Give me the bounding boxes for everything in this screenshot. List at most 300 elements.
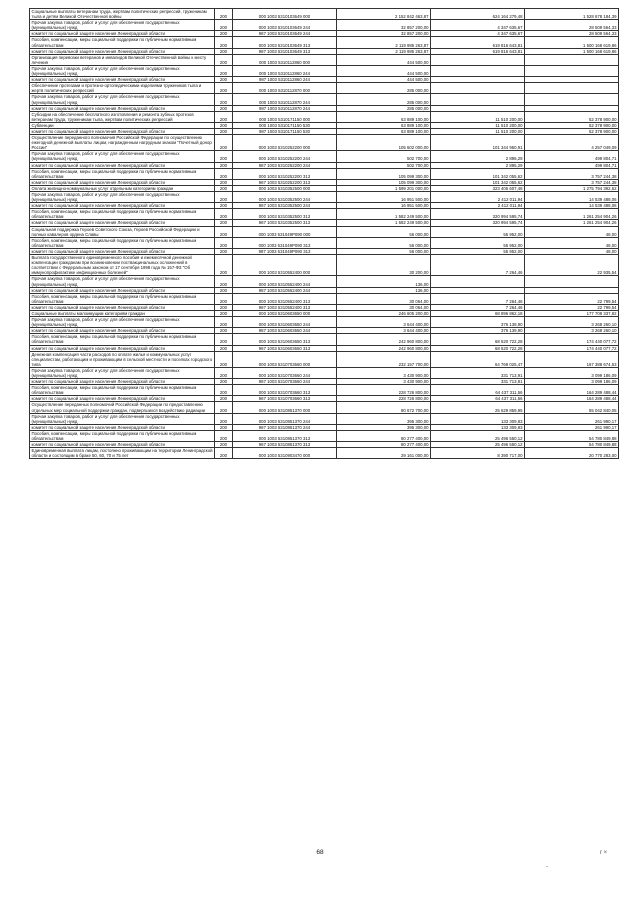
- row-budget-code: 000 1003 5310103649 313: [233, 37, 337, 48]
- row-approved-amount: 444 500,00: [337, 65, 431, 76]
- row-line-code: 200: [215, 94, 233, 105]
- row-name: комитет по социальной защите населения Ленинградской области: [30, 442, 215, 448]
- row-unexecuted-amount: 3 757 244,38: [525, 168, 619, 179]
- row-line-code: 200: [215, 424, 233, 430]
- row-executed-amount: 619 816 643,81: [431, 37, 525, 48]
- row-executed-amount: 64 437 311,56: [431, 396, 525, 402]
- row-name: комитет по социальной защите населения Ленинградской области: [30, 248, 215, 254]
- row-unexecuted-amount: 3 268 260,10: [525, 317, 619, 328]
- row-unexecuted-amount: 3 099 186,09: [525, 367, 619, 378]
- row-line-code: 200: [215, 402, 233, 413]
- row-budget-code: 000 1003 5310252200 313: [233, 168, 337, 179]
- row-name: комитет по социальной защите населения Ленинградской области: [30, 379, 215, 385]
- row-unexecuted-amount: 3 099 186,09: [525, 379, 619, 385]
- row-approved-amount: 63 889 100,00: [337, 122, 431, 128]
- row-name: Осуществление переданных полномочий Российской Федерации по предоставлению отдельных мер социальной поддержки граждан, подвергшихся воздействию радиации: [30, 402, 215, 413]
- row-name: комитет по социальной защите населения Ленинградской области: [30, 48, 215, 54]
- row-approved-amount: 105 099 300,00: [337, 168, 431, 179]
- row-budget-code: 987 1003 5310603650 244: [233, 328, 337, 334]
- row-unexecuted-amount: 261 990,17: [525, 413, 619, 424]
- row-approved-amount: 2 152 842 463,87: [337, 9, 431, 20]
- row-unexecuted-amount: 1 528 678 184,39: [525, 9, 619, 20]
- row-executed-amount: 376 139,90: [431, 317, 525, 328]
- row-executed-amount: [431, 83, 525, 94]
- row-approved-amount: 228 726 800,00: [337, 385, 431, 396]
- row-executed-amount: 68 520 722,28: [431, 334, 525, 345]
- row-unexecuted-amount: 48,00: [525, 226, 619, 237]
- row-approved-amount: 136,00: [337, 287, 431, 293]
- row-name: Оплата жилищно-коммунальных услуг отдельным категориям граждан: [30, 185, 215, 191]
- row-approved-amount: 29 161 000,00: [337, 448, 431, 459]
- row-line-code: 200: [215, 128, 233, 134]
- row-budget-code: 000 1003 5310352500 244: [233, 192, 337, 203]
- row-budget-code: 000 1003 5310851370 313: [233, 430, 337, 441]
- row-budget-code: 000 1003 5310252200 000: [233, 135, 337, 151]
- row-unexecuted-amount: 4 257 049,09: [525, 135, 619, 151]
- row-name: Прочая закупка товаров, работ и услуг для обеспечения государственных (муниципальных) нужд: [30, 20, 215, 31]
- row-budget-code: 000 1003 5310112870 000: [233, 83, 337, 94]
- row-unexecuted-amount: 54 780 849,88: [525, 442, 619, 448]
- row-budget-code: 000 1003 5310851370 244: [233, 413, 337, 424]
- row-unexecuted-amount: [525, 54, 619, 65]
- row-name: Денежная компенсация части расходов по оплате жилья и коммунальных услуг специалистам, работающим и проживающим в сельской местности и поселках городского типа: [30, 351, 215, 367]
- row-executed-amount: 624 164 279,48: [431, 9, 525, 20]
- table-row: [30, 9, 619, 20]
- row-budget-code: 000 1003 531049Р090 000: [233, 226, 337, 237]
- row-unexecuted-amount: 164 289 488,44: [525, 385, 619, 396]
- row-approved-amount: 232 157 700,00: [337, 351, 431, 367]
- row-approved-amount: 16 951 500,00: [337, 192, 431, 203]
- row-name: Пособия, компенсации, меры социальной поддержки по публичным нормативным обязательствам: [30, 334, 215, 345]
- row-line-code: 200: [215, 209, 233, 220]
- table-row: [30, 94, 619, 105]
- row-name: Прочая закупка товаров, работ и услуг для обеспечения государственных (муниципальных) нужд: [30, 413, 215, 424]
- row-name: Пособия, компенсации, меры социальной поддержки по публичным нормативным обязательствам: [30, 168, 215, 179]
- row-unexecuted-amount: 1 500 168 619,86: [525, 48, 619, 54]
- row-unexecuted-amount: 52 378 900,00: [525, 122, 619, 128]
- table-row: [30, 83, 619, 94]
- table-row: [30, 385, 619, 396]
- table-row: [30, 135, 619, 151]
- row-line-code: 200: [215, 179, 233, 185]
- row-line-code: 200: [215, 65, 233, 76]
- row-name: комитет по социальной защите населения Ленинградской области: [30, 287, 215, 293]
- row-executed-amount: [431, 65, 525, 76]
- row-executed-amount: 2 412 011,94: [431, 192, 525, 203]
- row-name: комитет по социальной защите населения Ленинградской области: [30, 304, 215, 310]
- row-unexecuted-amount: 48,00: [525, 248, 619, 254]
- row-executed-amount: 7 264,46: [431, 293, 525, 304]
- row-executed-amount: 64 769 025,47: [431, 351, 525, 367]
- row-budget-code: 000 1003 5310112860 244: [233, 65, 337, 76]
- row-name: Субсидии на обеспечение бесплатного изготовления и ремонта зубных протезов ветеранам труда, труженикам тыла, жертвам политических репрессий: [30, 111, 215, 122]
- row-executed-amount: 133 309,83: [431, 424, 525, 430]
- row-executed-amount: 2 412 011,94: [431, 203, 525, 209]
- row-approved-amount: 285 000,00: [337, 94, 431, 105]
- row-budget-code: 987 1003 5310603650 313: [233, 345, 337, 351]
- row-unexecuted-amount: 22 799,54: [525, 304, 619, 310]
- row-approved-amount: 1 599 201 000,00: [337, 185, 431, 191]
- row-unexecuted-amount: 1 275 794 392,52: [525, 185, 619, 191]
- row-approved-amount: 105 099 300,00: [337, 179, 431, 185]
- row-unexecuted-amount: 28 509 564,33: [525, 20, 619, 31]
- row-line-code: 200: [215, 255, 233, 276]
- table-row: [30, 54, 619, 65]
- row-unexecuted-amount: 499 804,71: [525, 151, 619, 162]
- row-approved-amount: 30 200,00: [337, 255, 431, 276]
- row-name: Пособия, компенсации, меры социальной поддержки по публичным нормативным обязательствам: [30, 209, 215, 220]
- table-row: [30, 255, 619, 276]
- row-executed-amount: 7 264,46: [431, 304, 525, 310]
- row-approved-amount: 16 951 500,00: [337, 203, 431, 209]
- row-executed-amount: 25 629 859,95: [431, 402, 525, 413]
- row-unexecuted-amount: 52 378 900,00: [525, 111, 619, 122]
- row-unexecuted-amount: 174 440 077,72: [525, 345, 619, 351]
- row-name: комитет по социальной защите населения Ленинградской области: [30, 424, 215, 430]
- table-row: [30, 237, 619, 248]
- row-approved-amount: 3 644 400,00: [337, 328, 431, 334]
- row-name: Социальные выплаты малоимущим категориям граждан: [30, 310, 215, 316]
- row-budget-code: 987 1003 5310352500 244: [233, 203, 337, 209]
- row-budget-code: 000 1003 5310352500 313: [233, 209, 337, 220]
- row-name: Пособия, компенсации, меры социальной поддержки по публичным нормативным обязательствам: [30, 430, 215, 441]
- row-line-code: 200: [215, 328, 233, 334]
- row-line-code: 200: [215, 122, 233, 128]
- row-approved-amount: 80 277 400,00: [337, 442, 431, 448]
- row-approved-amount: 2 119 985 263,87: [337, 37, 431, 48]
- row-unexecuted-amount: 261 990,17: [525, 424, 619, 430]
- row-unexecuted-amount: 1 261 254 904,26: [525, 209, 619, 220]
- row-budget-code: 987 1003 5310112870 244: [233, 105, 337, 111]
- table-row: [30, 209, 619, 220]
- table-row: [30, 367, 619, 378]
- row-executed-amount: 4 347 635,67: [431, 20, 525, 31]
- row-executed-amount: 7 264,46: [431, 255, 525, 276]
- row-budget-code: 000 1003 5310171150 000: [233, 111, 337, 122]
- row-line-code: 200: [215, 105, 233, 111]
- table-row: [30, 151, 619, 162]
- row-executed-amount: [431, 276, 525, 287]
- row-name: Прочая закупка товаров, работ и услуг для обеспечения государственных (муниципальных) нужд: [30, 94, 215, 105]
- row-name: комитет по социальной защите населения Ленинградской области: [30, 77, 215, 83]
- row-line-code: 200: [215, 168, 233, 179]
- table-row: [30, 168, 619, 179]
- row-budget-code: 987 1003 5310552400 313: [233, 304, 337, 310]
- table-body: [30, 9, 619, 459]
- row-unexecuted-amount: 22 799,54: [525, 293, 619, 304]
- row-unexecuted-amount: 164 289 488,44: [525, 396, 619, 402]
- row-line-code: 200: [215, 413, 233, 424]
- row-unexecuted-amount: 167 388 674,53: [525, 351, 619, 367]
- row-executed-amount: 101 344 950,91: [431, 135, 525, 151]
- row-budget-code: 987 1003 5310851370 313: [233, 442, 337, 448]
- row-name: Прочая закупка товаров, работ и услуг для обеспечения государственных (муниципальных) нужд: [30, 276, 215, 287]
- row-approved-amount: 136,00: [337, 276, 431, 287]
- row-line-code: 200: [215, 185, 233, 191]
- row-executed-amount: 55 952,00: [431, 226, 525, 237]
- row-name: Пособия, компенсации, меры социальной поддержки по публичным нормативным обязательствам: [30, 293, 215, 304]
- row-budget-code: 000 1003 5310112860 000: [233, 54, 337, 65]
- row-executed-amount: 376 139,90: [431, 328, 525, 334]
- row-budget-code: 000 1003 5310552400 244: [233, 276, 337, 287]
- row-approved-amount: 2 119 985 263,87: [337, 48, 431, 54]
- table-row: [30, 402, 619, 413]
- row-approved-amount: 285 000,00: [337, 105, 431, 111]
- row-approved-amount: 63 889 100,00: [337, 111, 431, 122]
- row-budget-code: 000 1003 5310552400 000: [233, 255, 337, 276]
- row-unexecuted-amount: 499 804,71: [525, 162, 619, 168]
- table-row: [30, 111, 619, 122]
- row-executed-amount: 64 437 311,56: [431, 385, 525, 396]
- row-approved-amount: 56 000,00: [337, 226, 431, 237]
- row-line-code: 200: [215, 293, 233, 304]
- page-number: 68: [316, 849, 324, 856]
- row-unexecuted-amount: [525, 83, 619, 94]
- row-budget-code: 000 1003 5310703660 313: [233, 385, 337, 396]
- row-name: Прочая закупка товаров, работ и услуг для обеспечения государственных (муниципальных) нужд: [30, 151, 215, 162]
- row-budget-code: 987 1003 5310352500 313: [233, 220, 337, 226]
- row-line-code: 200: [215, 345, 233, 351]
- row-budget-code: 000 1003 5310252200 244: [233, 151, 337, 162]
- row-executed-amount: 619 816 643,81: [431, 48, 525, 54]
- row-name: комитет по социальной защите населения Ленинградской области: [30, 128, 215, 134]
- row-name: комитет по социальной защите населения Ленинградской области: [30, 220, 215, 226]
- row-unexecuted-amount: 52 378 900,00: [525, 128, 619, 134]
- row-approved-amount: 105 602 000,00: [337, 135, 431, 151]
- row-unexecuted-amount: 22 935,54: [525, 255, 619, 276]
- row-name: комитет по социальной защите населения Ленинградской области: [30, 203, 215, 209]
- table-row: [30, 430, 619, 441]
- row-approved-amount: 63 889 100,00: [337, 128, 431, 134]
- row-budget-code: 987 1003 5310851370 244: [233, 424, 337, 430]
- row-budget-code: 987 1003 5310252200 313: [233, 179, 337, 185]
- row-executed-amount: 323 406 607,48: [431, 185, 525, 191]
- row-name: Прочая закупка товаров, работ и услуг для обеспечения государственных (муниципальных) нужд: [30, 367, 215, 378]
- row-approved-amount: 80 672 700,00: [337, 402, 431, 413]
- row-budget-code: 000 1003 5310352500 000: [233, 185, 337, 191]
- row-line-code: 200: [215, 248, 233, 254]
- row-line-code: 200: [215, 111, 233, 122]
- row-line-code: 200: [215, 48, 233, 54]
- handwritten-mark: r ×: [600, 850, 608, 856]
- row-name: Осуществление переданного полномочия Российской Федерации по осуществлению ежегодной денежной выплаты лицам, награжденным нагрудным знаком "Почетный донор России": [30, 135, 215, 151]
- row-approved-amount: 32 857 200,00: [337, 20, 431, 31]
- row-approved-amount: 32 857 200,00: [337, 31, 431, 37]
- table-row: [30, 192, 619, 203]
- row-approved-amount: 395 300,00: [337, 424, 431, 430]
- row-unexecuted-amount: 1 500 168 619,86: [525, 37, 619, 48]
- row-approved-amount: 80 277 400,00: [337, 430, 431, 441]
- row-executed-amount: [431, 94, 525, 105]
- row-executed-amount: 11 510 200,00: [431, 111, 525, 122]
- row-name: Социальная поддержка Героев Советского Союза, Героев Российской Федерации и полных кавалеров ордена Славы: [30, 226, 215, 237]
- row-budget-code: 000 1003 5310703660 244: [233, 367, 337, 378]
- row-budget-code: 000 1003 5310552400 313: [233, 293, 337, 304]
- row-budget-code: 000 1003 5310603650 313: [233, 334, 337, 345]
- row-unexecuted-amount: [525, 94, 619, 105]
- table-row: [30, 293, 619, 304]
- row-executed-amount: 11 510 200,00: [431, 128, 525, 134]
- row-unexecuted-amount: 54 780 849,88: [525, 430, 619, 441]
- row-executed-amount: 2 895,29: [431, 162, 525, 168]
- row-line-code: 200: [215, 54, 233, 65]
- row-budget-code: 987 1003 5310703660 244: [233, 379, 337, 385]
- row-line-code: 200: [215, 20, 233, 31]
- row-executed-amount: 68 520 722,28: [431, 345, 525, 351]
- row-name: Пособия, компенсации, меры социальной поддержки по публичным нормативным обязательствам: [30, 37, 215, 48]
- row-budget-code: 000 1003 5310903470 000: [233, 448, 337, 459]
- row-executed-amount: 133 309,83: [431, 413, 525, 424]
- row-executed-amount: 320 994 595,74: [431, 209, 525, 220]
- row-line-code: 200: [215, 77, 233, 83]
- row-unexecuted-amount: [525, 276, 619, 287]
- row-line-code: 200: [215, 367, 233, 378]
- row-executed-amount: 11 510 200,00: [431, 122, 525, 128]
- row-name: комитет по социальной защите населения Ленинградской области: [30, 105, 215, 111]
- row-name: комитет по социальной защите населения Ленинградской области: [30, 328, 215, 334]
- row-budget-code: 987 1003 5310103649 244: [233, 31, 337, 37]
- row-line-code: 200: [215, 304, 233, 310]
- row-name: Прочая закупка товаров, работ и услуг для обеспечения государственных (муниципальных) нужд: [30, 192, 215, 203]
- row-budget-code: 000 1003 5310703660 000: [233, 351, 337, 367]
- row-line-code: 200: [215, 276, 233, 287]
- table-row: [30, 317, 619, 328]
- row-unexecuted-amount: 177 708 337,82: [525, 310, 619, 316]
- row-budget-code: 987 1003 5310703660 313: [233, 396, 337, 402]
- row-budget-code: 000 1003 531049Р090 313: [233, 237, 337, 248]
- table-row: [30, 37, 619, 48]
- row-approved-amount: 3 644 400,00: [337, 317, 431, 328]
- row-executed-amount: 331 713,91: [431, 379, 525, 385]
- table-row: [30, 413, 619, 424]
- row-executed-amount: 55 952,00: [431, 248, 525, 254]
- row-budget-code: 000 1003 5310603650 244: [233, 317, 337, 328]
- row-line-code: 200: [215, 442, 233, 448]
- row-line-code: 200: [215, 351, 233, 367]
- row-executed-amount: 320 994 595,74: [431, 220, 525, 226]
- row-line-code: 200: [215, 220, 233, 226]
- row-line-code: 200: [215, 317, 233, 328]
- row-line-code: 200: [215, 396, 233, 402]
- row-budget-code: 000 1003 5310171150 530: [233, 122, 337, 128]
- row-line-code: 200: [215, 151, 233, 162]
- row-line-code: 200: [215, 430, 233, 441]
- row-name: Прочая закупка товаров, работ и услуг для обеспечения государственных (муниципальных) нужд: [30, 65, 215, 76]
- row-budget-code: 987 1003 5310552400 244: [233, 287, 337, 293]
- table-row: [30, 20, 619, 31]
- row-executed-amount: 331 713,91: [431, 367, 525, 378]
- table-row: [30, 65, 619, 76]
- row-approved-amount: 228 726 800,00: [337, 396, 431, 402]
- row-line-code: 200: [215, 203, 233, 209]
- row-budget-code: 000 1003 5310103649 244: [233, 20, 337, 31]
- row-budget-code: 000 1003 5310103649 000: [233, 9, 337, 20]
- row-unexecuted-amount: 1 261 254 904,26: [525, 220, 619, 226]
- row-name: Организация перевозки ветеранов и инвалидов Великой Отечественной войны к месту лечения: [30, 54, 215, 65]
- row-line-code: 200: [215, 287, 233, 293]
- row-budget-code: 987 1003 5310171150 530: [233, 128, 337, 134]
- row-line-code: 200: [215, 448, 233, 459]
- row-approved-amount: 444 500,00: [337, 77, 431, 83]
- row-approved-amount: 246 605 200,00: [337, 310, 431, 316]
- row-unexecuted-amount: 174 440 077,72: [525, 334, 619, 345]
- row-approved-amount: 395 300,00: [337, 413, 431, 424]
- row-executed-amount: 101 342 055,62: [431, 179, 525, 185]
- row-line-code: 200: [215, 226, 233, 237]
- table-row: [30, 448, 619, 459]
- row-line-code: 200: [215, 31, 233, 37]
- row-executed-amount: 2 895,29: [431, 151, 525, 162]
- row-approved-amount: 56 000,00: [337, 248, 431, 254]
- row-approved-amount: 1 582 249 500,00: [337, 220, 431, 226]
- table-row: [30, 276, 619, 287]
- scan-mark: -: [546, 864, 548, 870]
- report-sheet: [29, 8, 618, 459]
- row-executed-amount: 25 496 550,12: [431, 442, 525, 448]
- row-approved-amount: 502 700,00: [337, 162, 431, 168]
- row-budget-code: 000 1003 5310603650 000: [233, 310, 337, 316]
- row-budget-code: 000 1003 5310112870 244: [233, 94, 337, 105]
- row-approved-amount: 3 430 900,00: [337, 379, 431, 385]
- row-line-code: 200: [215, 237, 233, 248]
- row-name: Субвенции: [30, 122, 215, 128]
- row-line-code: 200: [215, 310, 233, 316]
- row-budget-code: 987 1003 5310252200 244: [233, 162, 337, 168]
- table-row: [30, 226, 619, 237]
- row-executed-amount: 8 390 717,00: [431, 448, 525, 459]
- row-approved-amount: 285 000,00: [337, 83, 431, 94]
- row-name: Пособия, компенсации, меры социальной поддержки по публичным нормативным обязательствам: [30, 237, 215, 248]
- row-budget-code: 987 1003 531049Р090 313: [233, 248, 337, 254]
- row-name: Обеспечение протезами и протезно-ортопедическими изделиями тружеников тыла и жертв политических репрессий: [30, 83, 215, 94]
- row-line-code: 200: [215, 135, 233, 151]
- row-line-code: 200: [215, 83, 233, 94]
- table-row: [30, 334, 619, 345]
- row-executed-amount: 4 347 635,67: [431, 31, 525, 37]
- row-executed-amount: 68 896 862,18: [431, 310, 525, 316]
- row-approved-amount: 3 430 900,00: [337, 367, 431, 378]
- row-unexecuted-amount: 14 539 488,06: [525, 203, 619, 209]
- row-line-code: 200: [215, 9, 233, 20]
- row-name: комитет по социальной защите населения Ленинградской области: [30, 31, 215, 37]
- budget-execution-table: [29, 8, 619, 459]
- row-unexecuted-amount: 20 770 283,00: [525, 448, 619, 459]
- row-line-code: 200: [215, 379, 233, 385]
- row-line-code: 200: [215, 334, 233, 345]
- row-budget-code: 987 1003 5310112860 244: [233, 77, 337, 83]
- row-approved-amount: 502 700,00: [337, 151, 431, 162]
- row-approved-amount: 242 960 800,00: [337, 345, 431, 351]
- row-budget-code: 987 1003 5310103649 313: [233, 48, 337, 54]
- row-executed-amount: 25 496 550,12: [431, 430, 525, 441]
- row-approved-amount: 444 500,00: [337, 54, 431, 65]
- row-unexecuted-amount: 14 539 488,06: [525, 192, 619, 203]
- row-name: Единовременная выплата лицам, постоянно проживающим на территории Ленинградской области и состоящим в браке 50, 60, 70 и 75 лет: [31, 448, 213, 459]
- row-executed-amount: 55 952,00: [431, 237, 525, 248]
- row-name: Социальные выплаты ветеранам труда, жертвам политических репрессий, труженикам тыла и детям Великой Отечественной войны: [30, 9, 215, 20]
- row-name: комитет по социальной защите населения Ленинградской области: [30, 345, 215, 351]
- row-name: комитет по социальной защите населения Ленинградской области: [30, 396, 215, 402]
- row-name: Пособия, компенсации, меры социальной поддержки по публичным нормативным обязательствам: [30, 385, 215, 396]
- row-name: Выплата государственного единовременного пособия и ежемесячной денежной компенсации гражданам при возникновении поствакцинальных осложнений в соответствии с Федеральным законом от 17 сентября 1998 года № 157-ФЗ "Об иммунопрофилактике инфекционных болезней": [30, 255, 215, 276]
- row-approved-amount: 30 064,00: [337, 293, 431, 304]
- row-unexecuted-amount: [525, 65, 619, 76]
- row-name: комитет по социальной защите населения Ленинградской области: [30, 179, 215, 185]
- row-budget-code: 000 1003 5310851370 000: [233, 402, 337, 413]
- row-unexecuted-amount: 3 268 260,10: [525, 328, 619, 334]
- row-unexecuted-amount: 55 042 840,05: [525, 402, 619, 413]
- row-line-code: 200: [215, 192, 233, 203]
